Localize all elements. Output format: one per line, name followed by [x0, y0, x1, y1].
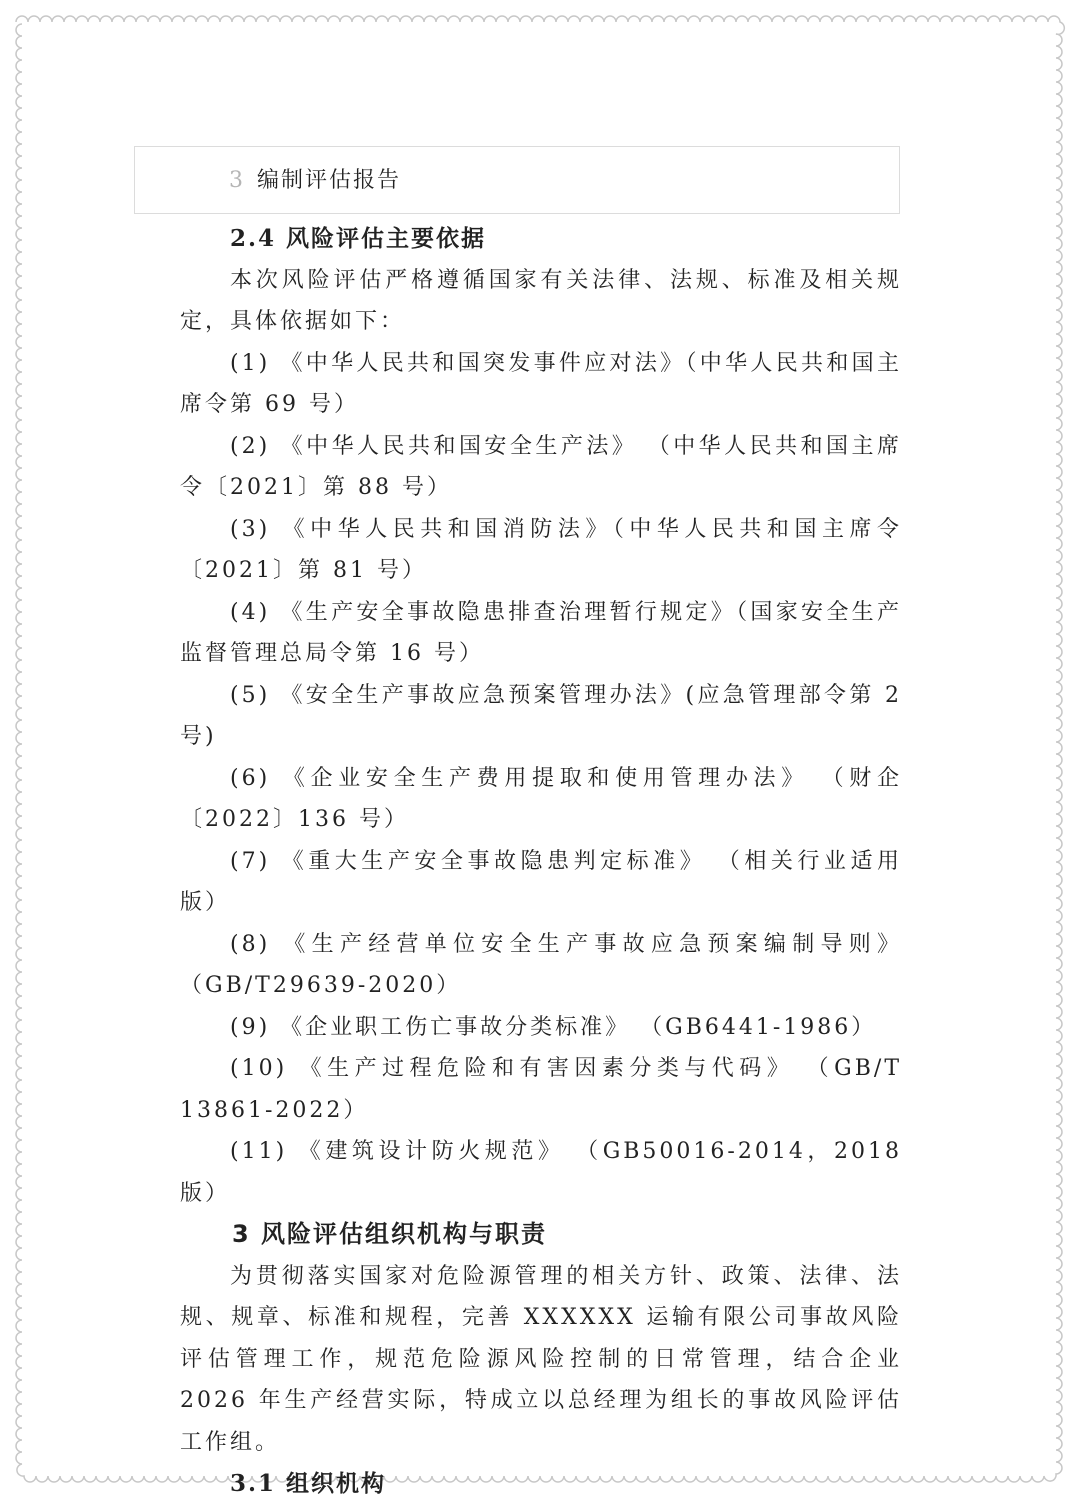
reference-item: (11) 《建筑设计防火规范》 （GB50016-2014，2018 版） [180, 1139, 902, 1206]
reference-item: (8) 《生产经营单位安全生产事故应急预案编制导则》 （GB/T29639-2020） [180, 931, 902, 998]
boxed-step [134, 146, 900, 214]
reference-item: (9) 《企业职工伤亡事故分类标准》 （GB6441-1986） [230, 1014, 877, 1040]
section-3-1-heading: 3.1 组织机构 [230, 1470, 387, 1497]
section-2-4-intro: 本次风险评估严格遵循国家有关法律、法规、标准及相关规定，具体依据如下： [180, 267, 902, 334]
boxed-step-text: 编制评估报告 [257, 168, 402, 193]
reference-item: (5) 《安全生产事故应急预案管理办法》(应急管理部令第 2 号) [180, 682, 902, 749]
reference-item: (1) 《中华人民共和国突发事件应对法》（中华人民共和国主席令第 69 号） [180, 350, 902, 417]
reference-item: (3) 《中华人民共和国消防法》（中华人民共和国主席令〔2021〕第 81 号） [180, 516, 902, 583]
section-2-4-heading: 2.4 风险评估主要依据 [230, 225, 487, 252]
section-3-heading: 3 风险评估组织机构与职责 [232, 1220, 548, 1248]
boxed-step-number: 3 [229, 168, 245, 193]
reference-item: (7) 《重大生产安全事故隐患判定标准》 （相关行业适用版） [180, 848, 902, 915]
reference-item: (6) 《企业安全生产费用提取和使用管理办法》 （财企〔2022〕136 号） [180, 765, 902, 832]
document-body [180, 218, 902, 1505]
reference-item: (4) 《生产安全事故隐患排查治理暂行规定》（国家安全生产监督管理总局令第 16 号） [180, 599, 902, 666]
section-3-paragraph: 为贯彻落实国家对危险源管理的相关方针、政策、法律、法规、规章、标准和规程，完善 XXXXXX 运输有限公司事故风险评估管理工作，规范危险源风险控制的日常管理，结合企业 2026 年生产经营实际，特成立以总经理为组长的事故风险评估工作组。 [180, 1263, 902, 1455]
reference-item: (2) 《中华人民共和国安全生产法》 （中华人民共和国主席令〔2021〕第 88 号） [180, 433, 902, 500]
reference-item: (10) 《生产过程危险和有害因素分类与代码》 （GB/T 13861-2022） [180, 1056, 902, 1123]
